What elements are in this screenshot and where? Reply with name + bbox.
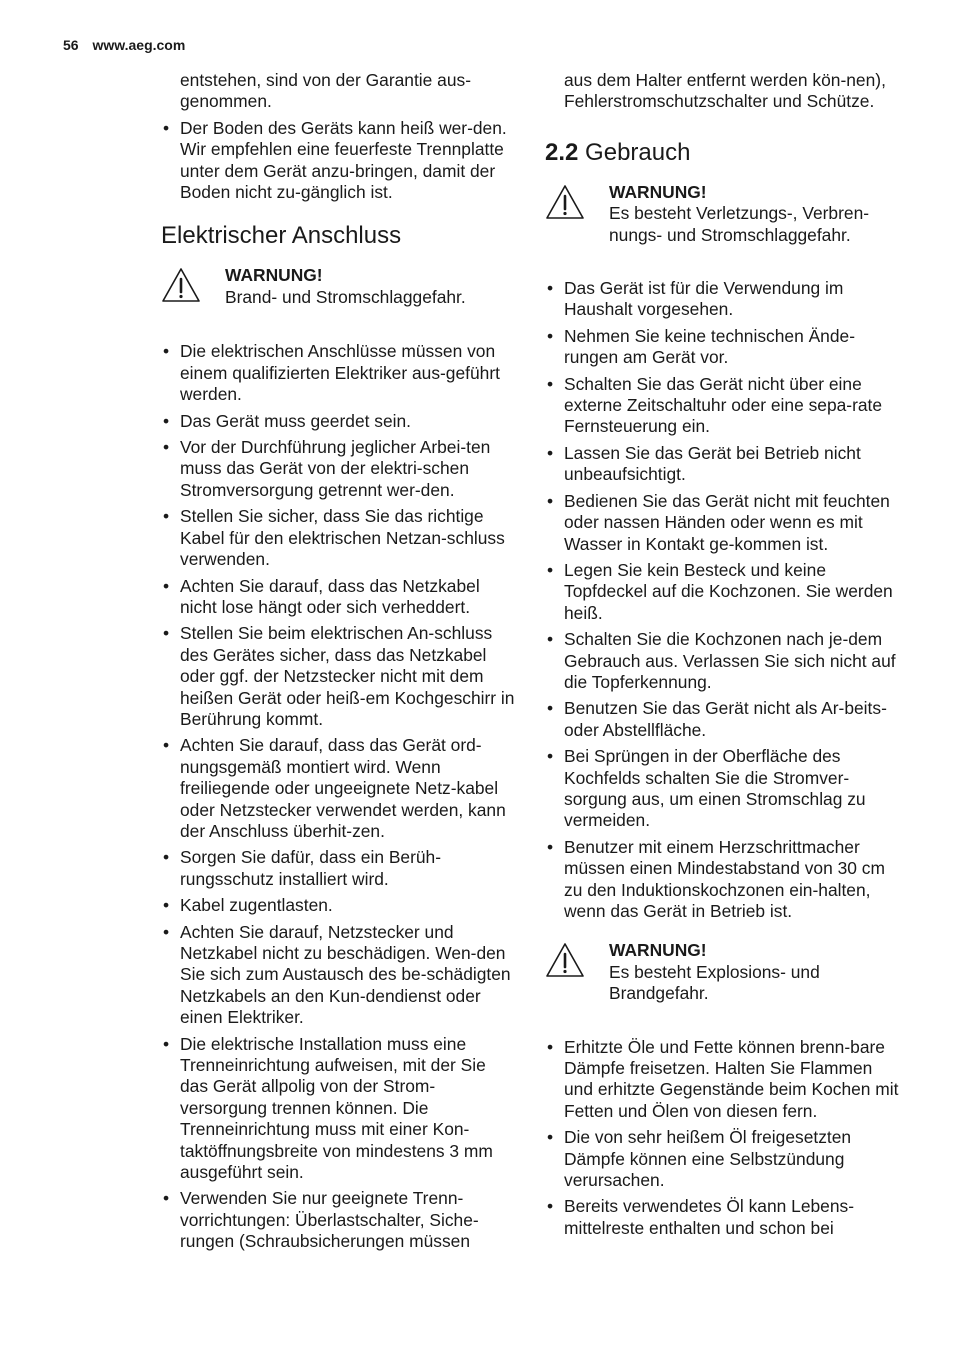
section-number: 2.2 [545,138,579,166]
warning-title: WARNUNG! [609,181,707,202]
list-item: • Kabel zugentlasten. [161,895,517,916]
list-item: • Legen Sie kein Besteck und keine Topfdeckel auf die Kochzonen. Sie werden heiß. [545,560,901,624]
website-link[interactable]: www.aeg.com [92,37,186,53]
list-item: • Achten Sie darauf, dass das Gerät ord-nungsgemäß montiert wird. Wenn freiliegende oder ungeeignete Netz-kabel oder Netzstecker verwendet werden, kann der Anschluss überhit-zen. [161,735,517,842]
list-item: • Stellen Sie beim elektrischen An-schluss des Gerätes sicher, dass das Netzkabel oder ggf. der Netzstecker nicht mit dem heißen Gerät oder heiß-em Kochgeschirr in Berührung kommt. [161,623,517,730]
list-item: • Bedienen Sie das Gerät nicht mit feuchten oder nassen Händen oder wenn es mit Wasser in Kontakt ge-kommen ist. [545,491,901,555]
warning-title: WARNUNG! [609,940,707,961]
warning-title: WARNUNG! [225,265,323,286]
section-title: Elektrischer Anschluss [161,222,402,250]
list-item: • Bei Sprüngen in der Oberfläche des Kochfelds schalten Sie die Stromver-sorgung aus, um einen Stromschlag zu vermeiden. [545,746,901,832]
list-item: • Nehmen Sie keine technischen Ände-rungen am Gerät vor. [545,326,901,369]
page-number: 56 [63,37,79,53]
list-item: • Das Gerät ist für die Verwendung im Haushalt vorgesehen. [545,278,901,321]
warning-box [545,940,901,1004]
list-item: • Benutzen Sie das Gerät nicht als Ar-beits- oder Abstellfläche. [545,698,901,741]
bullet-list [545,1037,901,1240]
bullet-list [161,341,517,1252]
warning-triangle-icon [545,942,585,978]
list-item: • Verwenden Sie nur geeignete Trenn-vorrichtungen: Überlastschalter, Siche-rungen (Schraubsicherungen müssen [161,1188,517,1252]
list-item: • Das Gerät muss geerdet sein. [161,411,517,432]
warning-text: Es besteht Explosions- und Brandgefahr. [609,961,820,1004]
warning-text: Brand- und Stromschlaggefahr. [225,286,466,307]
list-item: • Erhitzte Öle und Fette können brenn-bare Dämpfe freisetzen. Halten Sie Flammen und erhitzte Gegenstände beim Kochen mit Fetten und Ölen von diesen fern. [545,1037,901,1123]
list-item: • Stellen Sie sicher, dass Sie das richtige Kabel für den elektrischen Netzan-schluss verwenden. [161,506,517,570]
list-item: • Die elektrische Installation muss eine Trenneinrichtung aufweisen, mit der Sie das Gerät allpolig von der Strom-versorgung trennen können. Die Trenneinrichtung muss mit einer Kon-taktöffnungsbreite von mindestens 3 mm ausgeführt sein. [161,1034,517,1184]
warning-triangle-icon [161,267,201,303]
list-item: • Sorgen Sie dafür, dass ein Berüh-rungsschutz installiert wird. [161,847,517,890]
warning-box [161,265,517,309]
continuation-text: entstehen, sind von der Garantie aus-genommen. [180,70,471,112]
bullet-list [545,278,901,922]
bullet-list [161,118,517,204]
section-title-text: Gebrauch [585,138,691,166]
left-column [161,70,517,1258]
list-item: • Achten Sie darauf, dass das Netzkabel nicht lose hängt oder sich verheddert. [161,576,517,619]
section-title [545,138,901,168]
list-item: • Lassen Sie das Gerät bei Betrieb nicht unbeaufsichtigt. [545,443,901,486]
right-column [545,70,901,1244]
list-item: • Achten Sie darauf, Netzstecker und Netzkabel nicht zu beschädigen. Wen-den Sie sich zum Austausch des be-schädigten Netzkabels an den Kun-dendienst oder einen Elektriker. [161,922,517,1029]
list-item: • Bereits verwendetes Öl kann Lebens-mittelreste enthalten und schon bei [545,1196,901,1239]
page-header [63,37,185,53]
list-item: • Benutzer mit einem Herzschrittmacher müssen einen Mindestabstand von 30 cm zu den Induktionskochzonen ein-halten, wenn das Gerät in Betrieb ist. [545,837,901,923]
warning-box [545,182,901,246]
list-item: • Der Boden des Geräts kann heiß wer-den. Wir empfehlen eine feuerfeste Trennplatte unter dem Gerät anzu-bringen, damit der Boden nicht zu-gänglich ist. [161,118,517,204]
continuation-text: aus dem Halter entfernt werden kön-nen), Fehlerstromschutzschalter und Schütze. [564,70,886,112]
list-item: • Vor der Durchführung jeglicher Arbei-ten muss das Gerät von der elektri-schen Stromversorgung getrennt wer-den. [161,437,517,501]
warning-triangle-icon [545,184,585,220]
list-item: • Schalten Sie das Gerät nicht über eine externe Zeitschaltuhr oder eine sepa-rate Fernsteuerung ein. [545,374,901,438]
list-item: • Schalten Sie die Kochzonen nach je-dem Gebrauch aus. Verlassen Sie sich nicht auf die Topferkennung. [545,629,901,693]
warning-text: Es besteht Verletzungs-, Verbren-nungs- und Stromschlaggefahr. [609,203,870,245]
list-item: • Die von sehr heißem Öl freigesetzten Dämpfe können eine Selbstzündung verursachen. [545,1127,901,1191]
list-item: • Die elektrischen Anschlüsse müssen von einem qualifizierten Elektriker aus-geführt werden. [161,341,517,405]
